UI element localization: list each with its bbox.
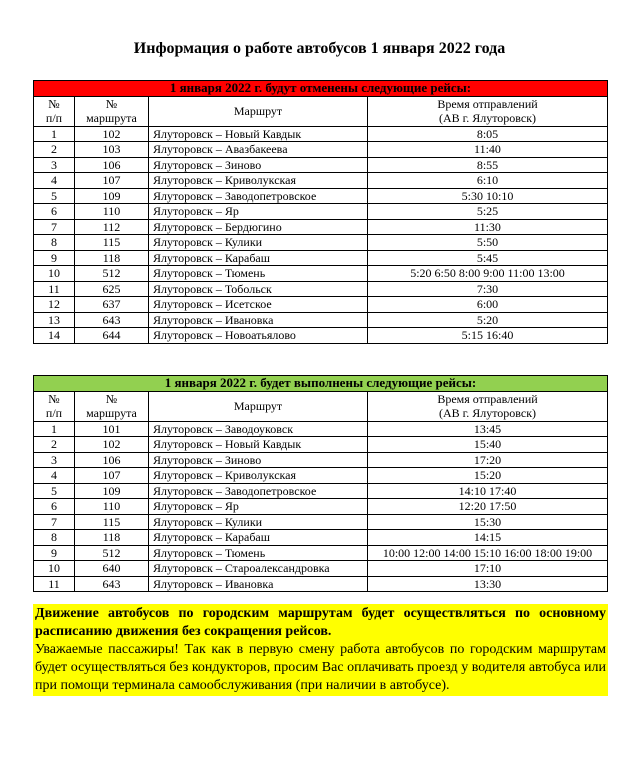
row-num: 10 — [34, 266, 75, 282]
table-row — [34, 297, 608, 313]
route-name: Ялуторовск – Заводопетровское — [149, 188, 368, 204]
row-num: 8 — [34, 235, 75, 251]
header-time: Время отправлений (АВ г. Ялуторовск) — [368, 391, 608, 421]
table-row — [34, 561, 608, 577]
notice-box — [33, 604, 608, 696]
row-num: 14 — [34, 328, 75, 344]
route-number: 110 — [75, 499, 149, 515]
route-number: 637 — [75, 297, 149, 313]
route-number: 109 — [75, 188, 149, 204]
row-num: 2 — [34, 437, 75, 453]
route-number: 643 — [75, 576, 149, 592]
route-name: Ялуторовск – Криволукская — [149, 468, 368, 484]
table-row — [34, 452, 608, 468]
route-name: Ялуторовск – Карабаш — [149, 530, 368, 546]
table-row — [34, 514, 608, 530]
table-row — [34, 468, 608, 484]
row-num: 9 — [34, 545, 75, 561]
route-number: 115 — [75, 235, 149, 251]
departure-times: 5:20 — [368, 312, 608, 328]
row-num: 6 — [34, 204, 75, 220]
header-route: Маршрут — [149, 391, 368, 421]
route-name: Ялуторовск – Кулики — [149, 514, 368, 530]
row-num: 7 — [34, 219, 75, 235]
row-num: 3 — [34, 452, 75, 468]
departure-times: 12:20 17:50 — [368, 499, 608, 515]
row-num: 2 — [34, 142, 75, 158]
row-num: 10 — [34, 561, 75, 577]
departure-times: 15:40 — [368, 437, 608, 453]
departure-times: 8:05 — [368, 126, 608, 142]
route-name: Ялуторовск – Тюмень — [149, 266, 368, 282]
departure-times: 15:30 — [368, 514, 608, 530]
row-num: 13 — [34, 312, 75, 328]
departure-times: 5:20 6:50 8:00 9:00 11:00 13:00 — [368, 266, 608, 282]
row-num: 5 — [34, 188, 75, 204]
cancelled-banner: 1 января 2022 г. будут отменены следующие рейсы: — [34, 81, 608, 97]
route-name: Ялуторовск – Кулики — [149, 235, 368, 251]
route-number: 643 — [75, 312, 149, 328]
route-number: 103 — [75, 142, 149, 158]
table-row — [34, 173, 608, 189]
table-row — [34, 499, 608, 515]
header-num: № п/п — [34, 96, 75, 126]
row-num: 6 — [34, 499, 75, 515]
route-name: Ялуторовск – Новый Кавдык — [149, 437, 368, 453]
route-name: Ялуторовск – Новый Кавдык — [149, 126, 368, 142]
route-name: Ялуторовск – Заводоуковск — [149, 421, 368, 437]
departure-times: 10:00 12:00 14:00 15:10 16:00 18:00 19:00 — [368, 545, 608, 561]
running-trips-table — [33, 375, 608, 592]
row-num: 11 — [34, 576, 75, 592]
route-name: Ялуторовск – Зиново — [149, 157, 368, 173]
table-row — [34, 126, 608, 142]
row-num: 9 — [34, 250, 75, 266]
departure-times: 14:15 — [368, 530, 608, 546]
departure-times: 17:10 — [368, 561, 608, 577]
table-row — [34, 421, 608, 437]
route-name: Ялуторовск – Авазбакеева — [149, 142, 368, 158]
row-num: 1 — [34, 421, 75, 437]
running-trips-section — [33, 375, 608, 592]
route-number: 512 — [75, 266, 149, 282]
route-number: 625 — [75, 281, 149, 297]
table-row — [34, 281, 608, 297]
route-name: Ялуторовск – Исетское — [149, 297, 368, 313]
route-number: 118 — [75, 250, 149, 266]
route-name: Ялуторовск – Новоатьялово — [149, 328, 368, 344]
route-number: 112 — [75, 219, 149, 235]
table-row — [34, 219, 608, 235]
departure-times: 5:15 16:40 — [368, 328, 608, 344]
row-num: 3 — [34, 157, 75, 173]
route-number: 110 — [75, 204, 149, 220]
notice-text: Уважаемые пассажиры! Так как в первую смену работа автобусов по городским маршрутам будет осуществляться без кондукторов, просим Вас оплачивать проезд у водителя автобуса или при помощи терминала самообслуживания (при наличии в автобусе). — [35, 642, 606, 693]
departure-times: 6:00 — [368, 297, 608, 313]
departure-times: 7:30 — [368, 281, 608, 297]
departure-times: 6:10 — [368, 173, 608, 189]
route-number: 102 — [75, 437, 149, 453]
departure-times: 5:30 10:10 — [368, 188, 608, 204]
departure-times: 5:45 — [368, 250, 608, 266]
table-row — [34, 204, 608, 220]
route-number: 118 — [75, 530, 149, 546]
route-number: 512 — [75, 545, 149, 561]
route-number: 115 — [75, 514, 149, 530]
table-row — [34, 188, 608, 204]
route-name: Ялуторовск – Ивановка — [149, 576, 368, 592]
row-num: 4 — [34, 173, 75, 189]
route-name: Ялуторовск – Староалександровка — [149, 561, 368, 577]
route-number: 107 — [75, 173, 149, 189]
table-row — [34, 530, 608, 546]
cancelled-trips-section — [33, 80, 608, 344]
page-title: Информация о работе автобусов 1 января 2022 года — [133, 40, 506, 57]
table-row — [34, 545, 608, 561]
route-number: 106 — [75, 452, 149, 468]
route-name: Ялуторовск – Зиново — [149, 452, 368, 468]
departure-times: 11:40 — [368, 142, 608, 158]
route-name: Ялуторовск – Тюмень — [149, 545, 368, 561]
departure-times: 15:20 — [368, 468, 608, 484]
route-name: Ялуторовск – Криволукская — [149, 173, 368, 189]
cancelled-trips-table — [33, 80, 608, 344]
departure-times: 8:55 — [368, 157, 608, 173]
route-number: 109 — [75, 483, 149, 499]
route-number: 107 — [75, 468, 149, 484]
header-num: № п/п — [34, 391, 75, 421]
route-number: 644 — [75, 328, 149, 344]
table-row — [34, 483, 608, 499]
route-number: 101 — [75, 421, 149, 437]
table-row — [34, 576, 608, 592]
route-name: Ялуторовск – Яр — [149, 499, 368, 515]
header-time: Время отправлений (АВ г. Ялуторовск) — [368, 96, 608, 126]
row-num: 7 — [34, 514, 75, 530]
row-num: 8 — [34, 530, 75, 546]
departure-times: 13:45 — [368, 421, 608, 437]
route-name: Ялуторовск – Яр — [149, 204, 368, 220]
row-num: 4 — [34, 468, 75, 484]
departure-times: 17:20 — [368, 452, 608, 468]
running-banner: 1 января 2022 г. будет выполнены следующие рейсы: — [34, 376, 608, 392]
route-name: Ялуторовск – Заводопетровское — [149, 483, 368, 499]
table-row — [34, 250, 608, 266]
table-row — [34, 157, 608, 173]
route-name: Ялуторовск – Карабаш — [149, 250, 368, 266]
route-number: 102 — [75, 126, 149, 142]
row-num: 12 — [34, 297, 75, 313]
table-row — [34, 328, 608, 344]
header-route-num: № маршрута — [75, 391, 149, 421]
departure-times: 5:25 — [368, 204, 608, 220]
row-num: 11 — [34, 281, 75, 297]
header-route: Маршрут — [149, 96, 368, 126]
row-num: 5 — [34, 483, 75, 499]
route-number: 106 — [75, 157, 149, 173]
row-num: 1 — [34, 126, 75, 142]
route-name: Ялуторовск – Ивановка — [149, 312, 368, 328]
departure-times: 11:30 — [368, 219, 608, 235]
table-row — [34, 312, 608, 328]
route-name: Ялуторовск – Бердюгино — [149, 219, 368, 235]
table-row — [34, 266, 608, 282]
route-name: Ялуторовск – Тобольск — [149, 281, 368, 297]
departure-times: 14:10 17:40 — [368, 483, 608, 499]
departure-times: 13:30 — [368, 576, 608, 592]
route-number: 640 — [75, 561, 149, 577]
table-row — [34, 142, 608, 158]
departure-times: 5:50 — [368, 235, 608, 251]
notice-bold-text: Движение автобусов по городским маршрутам будет осуществляться по основному расписанию движения без сокращения рейсов. — [35, 606, 606, 639]
header-route-num: № маршрута — [75, 96, 149, 126]
table-row — [34, 437, 608, 453]
table-row — [34, 235, 608, 251]
